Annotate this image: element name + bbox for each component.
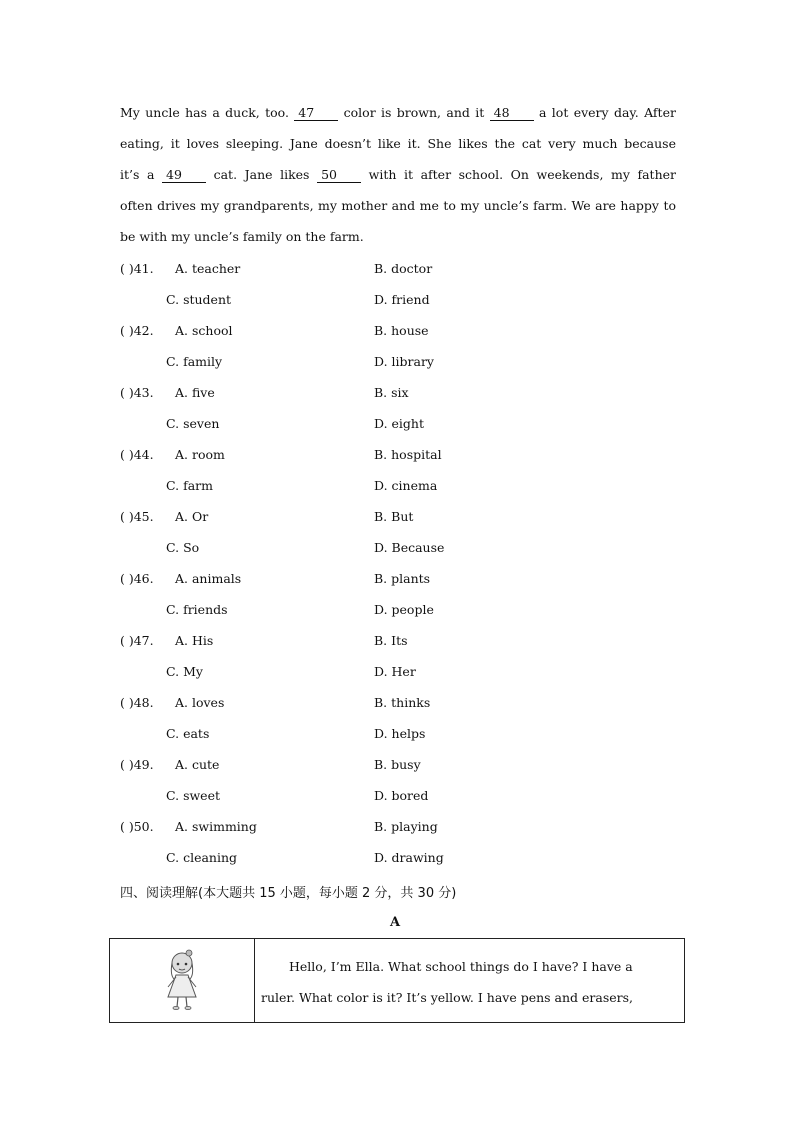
option-d: D. bored <box>374 788 429 803</box>
option-d: D. helps <box>374 726 426 741</box>
question-number: ( )43. <box>120 385 154 400</box>
option-c: C. My <box>166 664 203 679</box>
passage-line-2: eating, it loves sleeping. Jane doesn’t like it. She likes the cat very much because <box>120 136 676 151</box>
option-b: B. thinks <box>374 695 431 710</box>
question-number: ( )44. <box>120 447 154 462</box>
option-b: B. hospital <box>374 447 442 462</box>
option-b: B. plants <box>374 571 431 586</box>
part-label: A <box>390 915 401 930</box>
option-d: D. drawing <box>374 850 444 865</box>
reading-line-2: ruler. What color is it? It’s yellow. I have pens and erasers, <box>261 990 634 1005</box>
option-b: B. six <box>374 385 409 400</box>
option-b: B. doctor <box>374 261 433 276</box>
reading-text <box>255 939 684 1022</box>
option-c: C. eats <box>166 726 210 741</box>
option-c: C. family <box>166 354 223 369</box>
option-c: C. cleaning <box>166 850 238 865</box>
passage-line-3: it’s a 49 cat. Jane likes 50 with it after school. On weekends, my father <box>120 167 677 182</box>
blank-49: 49 <box>162 167 206 183</box>
question-number: ( )42. <box>120 323 154 338</box>
option-c: C. friends <box>166 602 228 617</box>
option-c: C. So <box>166 540 200 555</box>
reading-line-1: Hello, I’m Ella. What school things do I have? I have a <box>289 959 633 974</box>
option-b: B. house <box>374 323 429 338</box>
option-a: A. school <box>175 323 233 338</box>
option-b: B. busy <box>374 757 421 772</box>
option-a: A. teacher <box>175 261 241 276</box>
option-c: C. seven <box>166 416 220 431</box>
option-a: A. five <box>175 385 215 400</box>
passage-line-4: often drives my grandparents, my mother and me to my uncle’s farm. We are happy to <box>120 198 676 213</box>
question-number: ( )45. <box>120 509 154 524</box>
blank-48: 48 <box>490 105 534 121</box>
option-a: A. Or <box>175 509 209 524</box>
option-b: B. playing <box>374 819 438 834</box>
question-number: ( )47. <box>120 633 154 648</box>
option-a: A. loves <box>175 695 225 710</box>
option-c: C. sweet <box>166 788 220 803</box>
blank-50: 50 <box>317 167 361 183</box>
girl-illustration <box>110 939 255 1022</box>
blank-47: 47 <box>294 105 338 121</box>
option-d: D. friend <box>374 292 430 307</box>
option-b: B. Its <box>374 633 408 648</box>
option-d: D. eight <box>374 416 424 431</box>
question-number: ( )46. <box>120 571 154 586</box>
section-title: 四、阅读理解(本大题共 15 小题，每小题 2 分，共 30 分) <box>120 886 457 901</box>
cloze-passage <box>120 97 676 252</box>
option-a: A. His <box>175 633 214 648</box>
question-number: ( )49. <box>120 757 154 772</box>
option-c: C. student <box>166 292 232 307</box>
option-d: D. people <box>374 602 434 617</box>
question-number: ( )48. <box>120 695 154 710</box>
option-a: A. room <box>175 447 225 462</box>
question-number: ( )50. <box>120 819 154 834</box>
option-d: D. library <box>374 354 434 369</box>
option-d: D. Her <box>374 664 416 679</box>
option-a: A. cute <box>175 757 220 772</box>
option-b: B. But <box>374 509 414 524</box>
passage-line-1: My uncle has a duck, too. 47 color is brown, and it 48 a lot every day. After <box>120 105 676 120</box>
option-d: D. Because <box>374 540 445 555</box>
question-number: ( )41. <box>120 261 154 276</box>
reading-box <box>109 938 685 1023</box>
option-c: C. farm <box>166 478 213 493</box>
option-d: D. cinema <box>374 478 438 493</box>
passage-line-5: be with my uncle’s family on the farm. <box>120 229 364 244</box>
option-a: A. swimming <box>175 819 257 834</box>
option-a: A. animals <box>175 571 242 586</box>
girl-icon <box>158 949 206 1013</box>
